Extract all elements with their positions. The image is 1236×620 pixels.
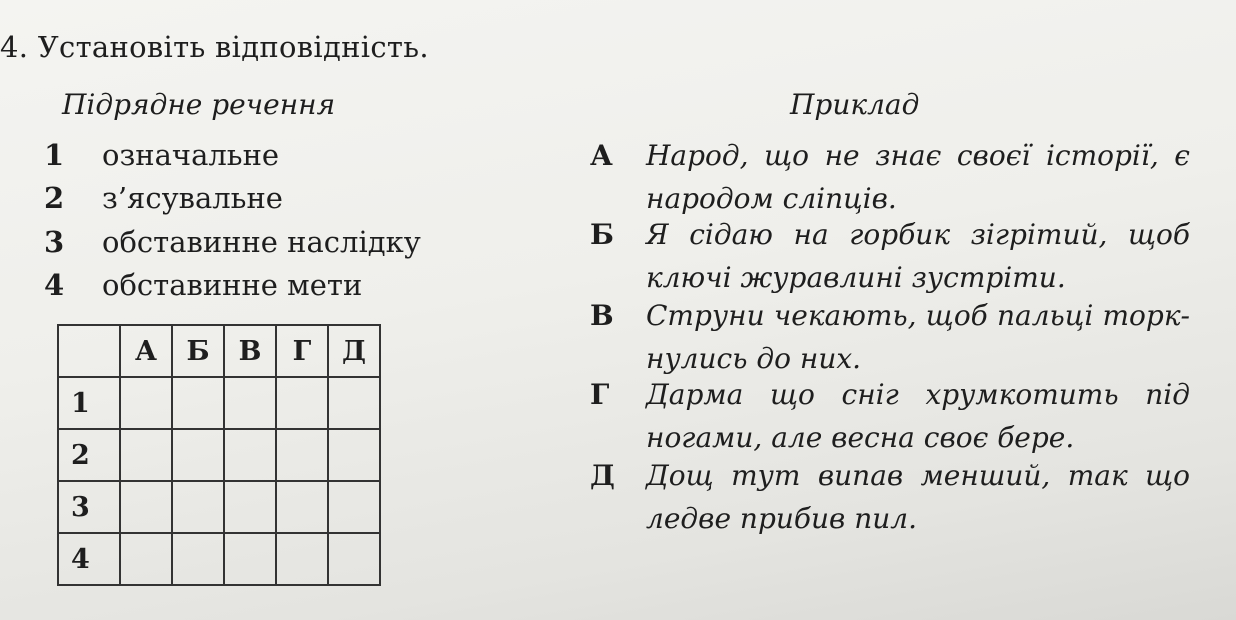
example-item xyxy=(590,134,1190,220)
answer-cell[interactable] xyxy=(276,533,328,585)
answer-cell[interactable] xyxy=(172,481,224,533)
answer-grid-row xyxy=(58,481,380,533)
answer-cell[interactable] xyxy=(172,429,224,481)
answer-grid-column-header: Г xyxy=(276,325,328,377)
clause-number: 3 xyxy=(44,225,65,259)
answer-grid-row-header: 3 xyxy=(58,481,120,533)
answer-cell[interactable] xyxy=(224,377,276,429)
answer-grid-column-header: А xyxy=(120,325,172,377)
answer-grid-header-row xyxy=(58,325,380,377)
answer-cell[interactable] xyxy=(224,429,276,481)
answer-grid-row-header: 2 xyxy=(58,429,120,481)
answer-cell[interactable] xyxy=(120,533,172,585)
answer-grid-column-header: Д xyxy=(328,325,380,377)
clause-label: означальне xyxy=(102,138,280,172)
answer-cell[interactable] xyxy=(120,481,172,533)
clause-number: 4 xyxy=(44,268,65,302)
clause-number: 2 xyxy=(44,181,65,215)
answer-grid-row-header: 1 xyxy=(58,377,120,429)
answer-cell[interactable] xyxy=(172,533,224,585)
example-text: Народ, що не знає своєї історії, є народом сліпців. xyxy=(646,139,1190,215)
clause-number: 1 xyxy=(44,138,65,172)
answer-grid-corner-cell xyxy=(58,325,120,377)
example-text: Дощ тут випав менший, так що ледве прибив пил. xyxy=(646,459,1190,535)
clause-item xyxy=(44,181,283,215)
clause-label: з’ясувальне xyxy=(102,181,283,215)
answer-cell[interactable] xyxy=(328,481,380,533)
clause-item xyxy=(44,225,421,259)
answer-cell[interactable] xyxy=(120,377,172,429)
clause-label: обставинне наслідку xyxy=(102,225,421,259)
answer-cell[interactable] xyxy=(224,481,276,533)
example-letter: В xyxy=(590,299,614,332)
example-letter: Д xyxy=(590,459,615,492)
answer-grid-column-header: В xyxy=(224,325,276,377)
answer-grid xyxy=(57,324,381,586)
example-text: Я сідаю на горбик зігрітий, щоб ключі журавлині зустріти. xyxy=(646,218,1190,294)
example-item xyxy=(590,373,1190,459)
clause-label: обставинне мети xyxy=(102,268,363,302)
answer-cell[interactable] xyxy=(120,429,172,481)
answer-cell[interactable] xyxy=(276,481,328,533)
answer-cell[interactable] xyxy=(276,429,328,481)
answer-cell[interactable] xyxy=(224,533,276,585)
example-column-header: Приклад xyxy=(790,88,920,121)
example-item xyxy=(590,294,1190,380)
example-item xyxy=(590,213,1190,299)
clause-column-header: Підрядне речення xyxy=(62,88,336,121)
example-letter: Г xyxy=(590,378,610,411)
answer-grid-row-header: 4 xyxy=(58,533,120,585)
answer-cell[interactable] xyxy=(172,377,224,429)
example-text: Дарма що сніг хрумкотить під ногами, але весна своє бере. xyxy=(646,378,1190,454)
answer-cell[interactable] xyxy=(328,429,380,481)
answer-grid-row xyxy=(58,377,380,429)
answer-grid-column-header: Б xyxy=(172,325,224,377)
answer-cell[interactable] xyxy=(276,377,328,429)
example-letter: А xyxy=(590,139,613,172)
answer-cell[interactable] xyxy=(328,533,380,585)
example-text: Струни чекають, щоб пальці торк-нулись до них. xyxy=(646,299,1190,375)
answer-grid-row xyxy=(58,533,380,585)
clause-item xyxy=(44,138,279,172)
answer-grid-row xyxy=(58,429,380,481)
example-letter: Б xyxy=(590,218,614,251)
answer-cell[interactable] xyxy=(328,377,380,429)
task-title: 4. Установіть відповідність. xyxy=(0,30,429,64)
example-item xyxy=(590,454,1190,540)
clause-item xyxy=(44,268,362,302)
